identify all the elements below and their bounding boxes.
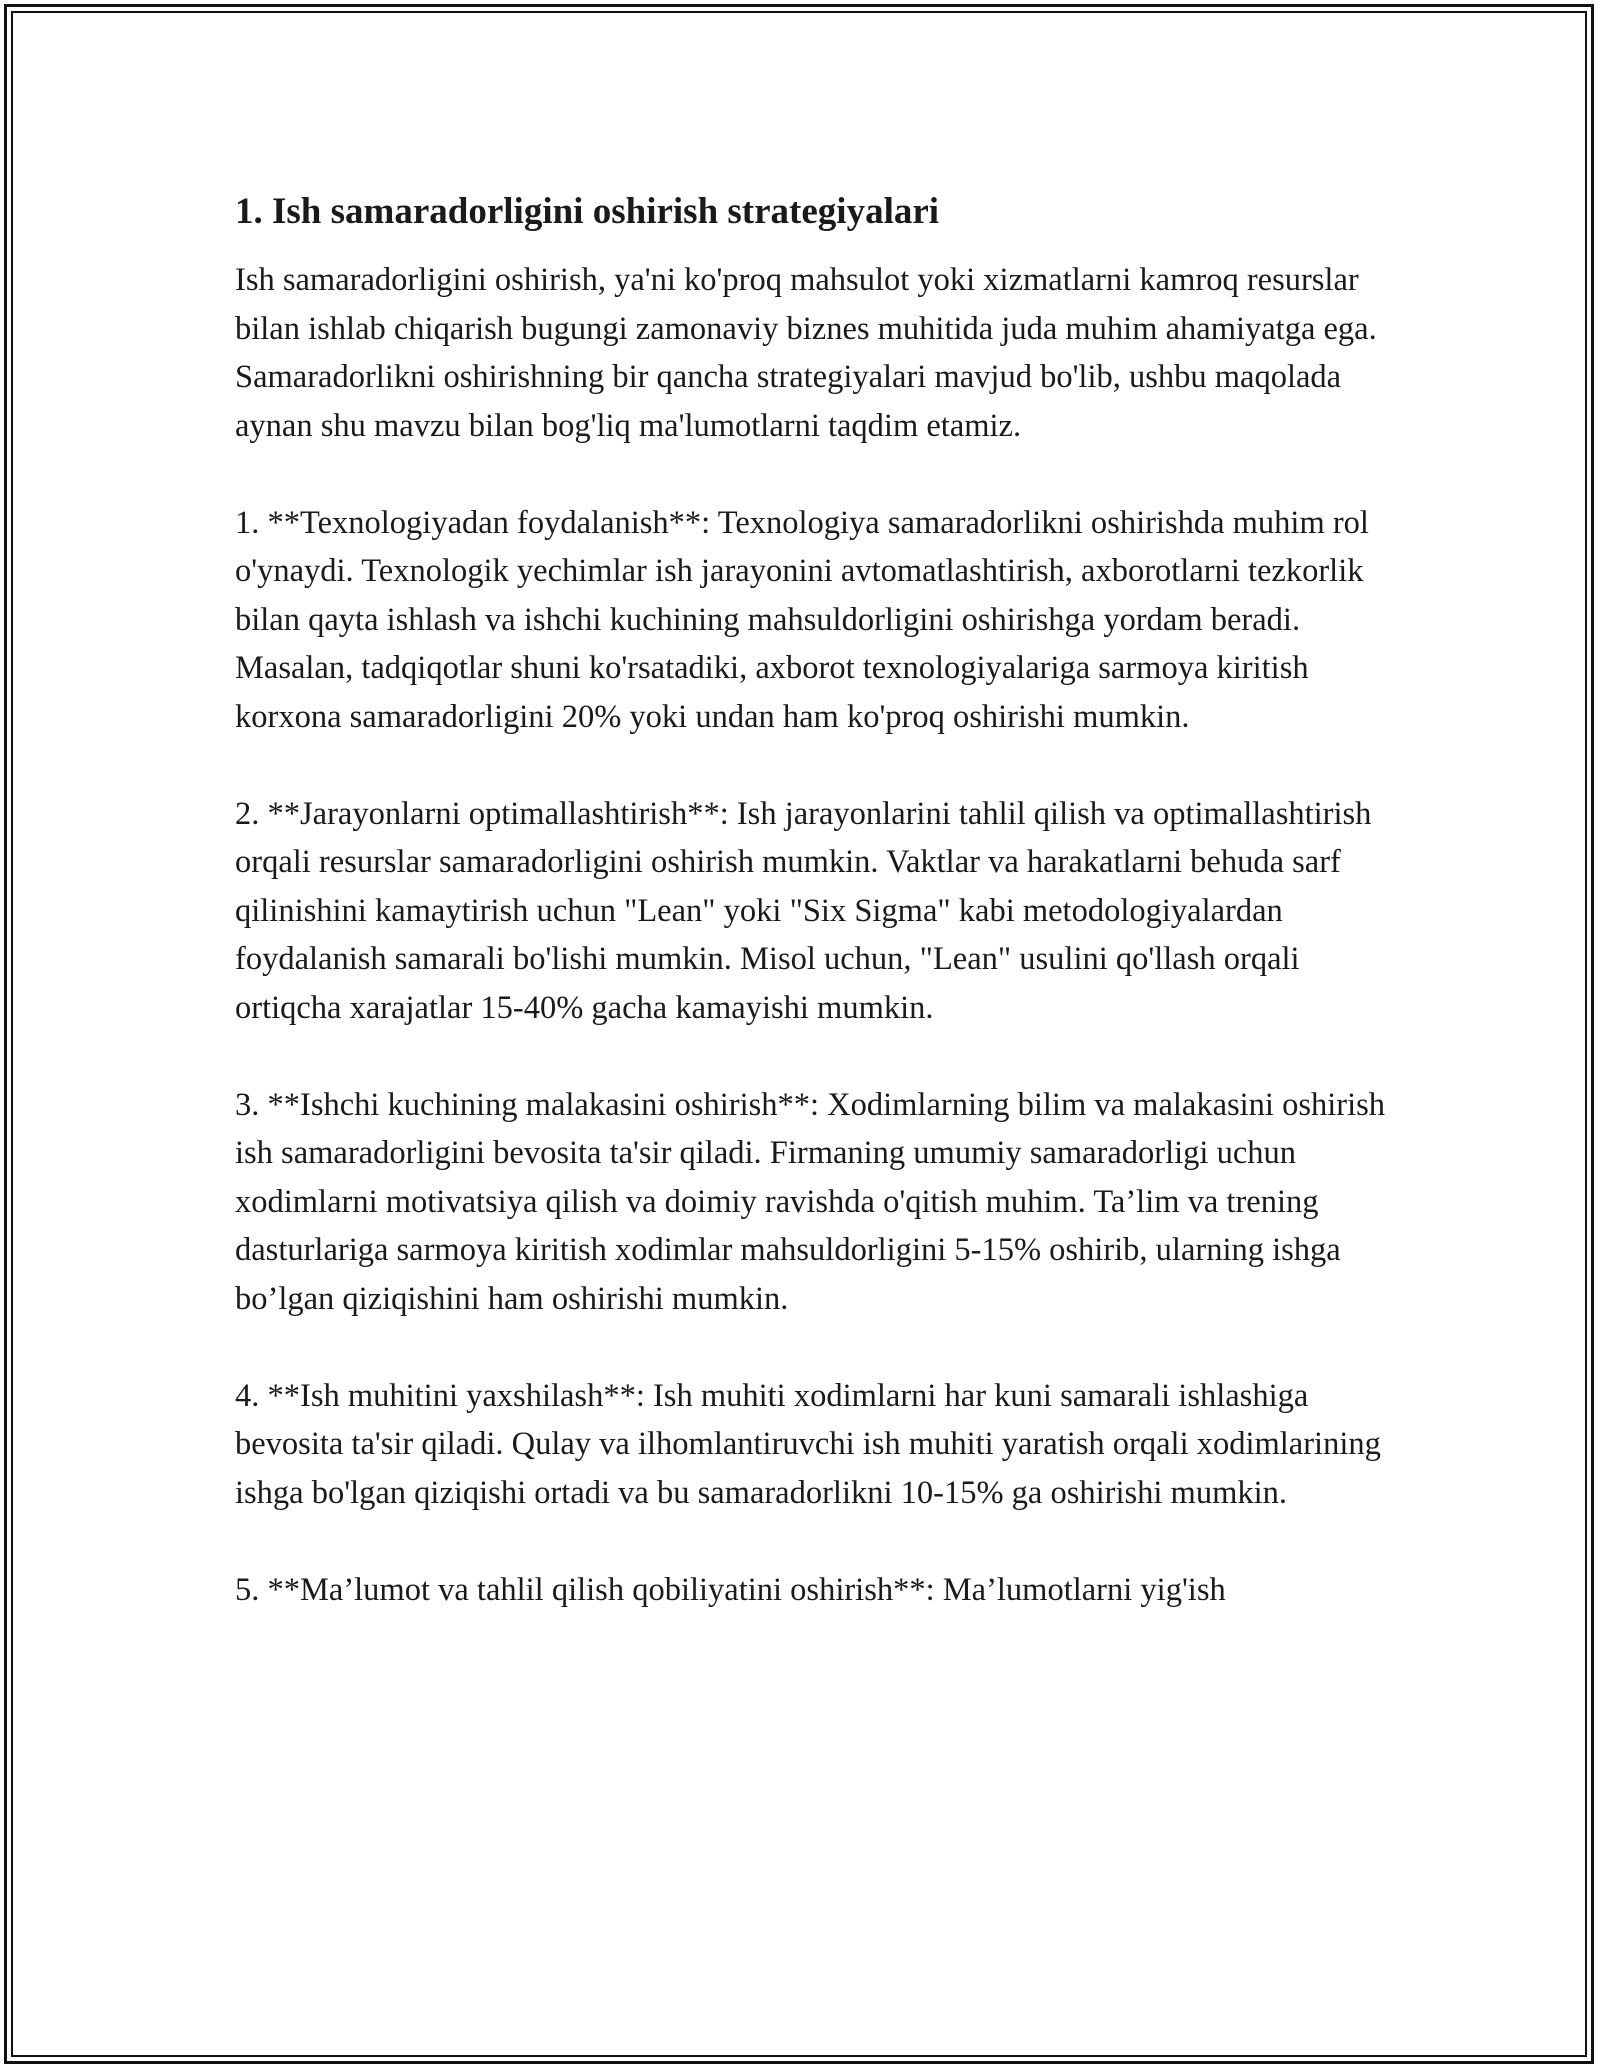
strategy-1-paragraph: 1. **Texnologiyadan foydalanish**: Texnologiya samaradorlikni oshirishda muhim rol o'ynaydi. Texnologik yechimlar ish jarayonini avtomatlashtirish, axborotlarni tezkorlik bilan qayta ishlash va ishchi kuchining mahsuldorligini oshirishga yordam beradi. Masalan, tadqiqotlar shuni ko'rsatadiki, axborot texnologiyalariga sarmoya kiritish korxona samaradorligini 20% yoki undan ham ko'proq oshirishi mumkin.: [235, 504, 1369, 735]
intro-paragraph: Ish samaradorligini oshirish, ya'ni ko'proq mahsulot yoki xizmatlarni kamroq resurslar bilan ishlab chiqarish bugungi zamonaviy biznes muhitida juda muhim ahamiyatga ega. Samaradorlikni oshirishning bir qancha strategiyalari mavjud bo'lib, ushbu maqolada aynan shu mavzu bilan bog'liq ma'lumotlarni taqdim etamiz.: [235, 262, 1377, 444]
strategy-2-paragraph: 2. **Jarayonlarni optimallashtirish**: Ish jarayonlarini tahlil qilish va optimallashtirish orqali resurslar samaradorligini oshirish mumkin. Vaktlar va harakatlarni behuda sarf qilinishini kamaytirish uchun "Lean" yoki "Six Sigma" kabi metodologiyalardan foydalanish samarali bo'lishi mumkin. Misol uchun, "Lean" usulini qo'llash orqali ortiqcha xarajatlar 15-40% gacha kamayishi mumkin.: [235, 795, 1372, 1026]
document-title: 1. Ish samaradorligini oshirish strategiyalari: [235, 191, 940, 232]
strategy-4-paragraph: 4. **Ish muhitini yaxshilash**: Ish muhiti xodimlarni har kuni samarali ishlashiga bevosita ta'sir qiladi. Qulay va ilhomlantiruvchi ish muhiti yaratish orqali xodimlarining ishga bo'lgan qiziqishi ortadi va bu samaradorlikni 10-15% ga oshirishi mumkin.: [235, 1377, 1381, 1511]
strategy-5-paragraph: 5. **Ma’lumot va tahlil qilish qobiliyatini oshirish**: Ma’lumotlarni yig'ish: [235, 1571, 1226, 1608]
document-body: [235, 188, 1390, 1663]
strategy-3-paragraph: 3. **Ishchi kuchining malakasini oshirish**: Xodimlarning bilim va malakasini oshirish ish samaradorligini bevosita ta'sir qiladi. Firmaning umumiy samaradorligi uchun xodimlarni motivatsiya qilish va doimiy ravishda o'qitish muhim. Ta’lim va trening dasturlariga sarmoya kiritish xodimlar mahsuldorligini 5-15% oshirib, ularning ishga bo’lgan qiziqishini ham oshirishi mumkin.: [235, 1086, 1386, 1317]
